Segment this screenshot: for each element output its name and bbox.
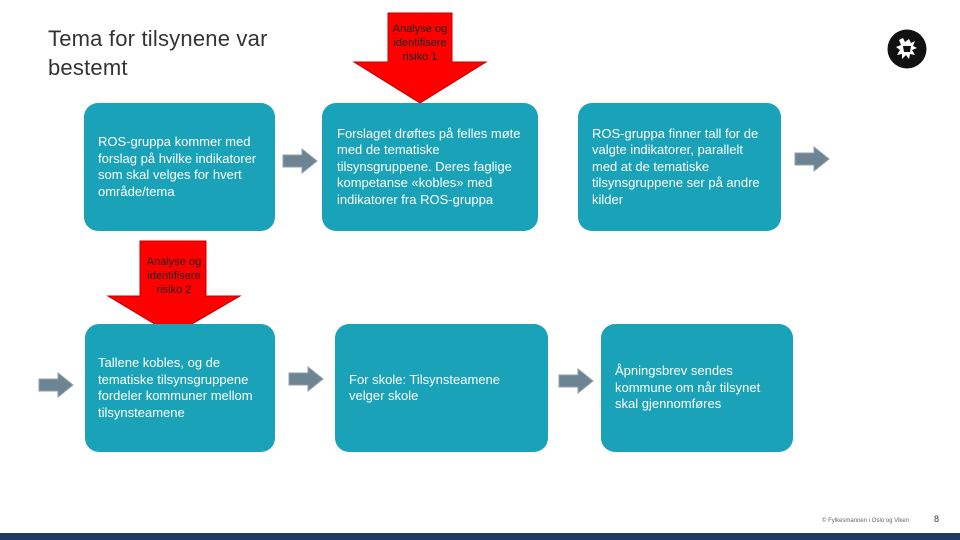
step-box-1	[84, 103, 275, 231]
step-box-6-text: Åpningsbrev sendes kommune om når tilsynet skal gjennomføres	[615, 363, 761, 412]
step-box-5-text: For skole: Tilsynsteamene velger skole	[349, 371, 501, 403]
coat-of-arms-logo	[887, 29, 927, 69]
step-box-3	[578, 103, 781, 231]
step-box-1-text: ROS-gruppa kommer med forslag på hvilke indikatorer som skal velges for hvert område/tema	[98, 134, 257, 199]
risk2-callout	[140, 255, 208, 299]
step-box-3-text: ROS-gruppa finner tall for de valgte indikatorer, parallelt med at de tematiske tilsynsgruppene ser på andre kilder	[592, 125, 760, 207]
risk2-label: Analyse og identifisere risiko 2	[146, 256, 202, 296]
footer-credit: © Fylkesmannen i Oslo og Viken	[822, 518, 910, 524]
arrow-right-icon	[558, 368, 594, 394]
step-box-2	[322, 103, 538, 231]
arrow-right-icon	[38, 372, 74, 398]
step-box-6	[601, 324, 793, 452]
arrow-right-icon	[282, 148, 318, 174]
arrow-right-icon	[288, 366, 324, 392]
step-box-4	[85, 324, 275, 452]
risk1-label: Analyse og identifisere risiko 1	[392, 23, 448, 63]
arrow-right-icon	[794, 146, 830, 172]
bottom-bar	[0, 533, 960, 540]
step-box-5	[335, 324, 548, 452]
step-box-4-text: Tallene kobles, og de tematiske tilsynsgruppene fordeler kommuner mellom tilsynsteamene	[98, 355, 253, 420]
page-title: Tema for tilsynene var bestemt	[48, 26, 268, 80]
step-box-2-text: Forslaget drøftes på felles møte med de tematiske tilsynsgruppene. Deres faglige kompetanse «kobles» med indikatorer fra ROS-gruppa	[337, 125, 521, 207]
page-number: 8	[934, 514, 940, 524]
risk1-callout	[388, 22, 452, 62]
